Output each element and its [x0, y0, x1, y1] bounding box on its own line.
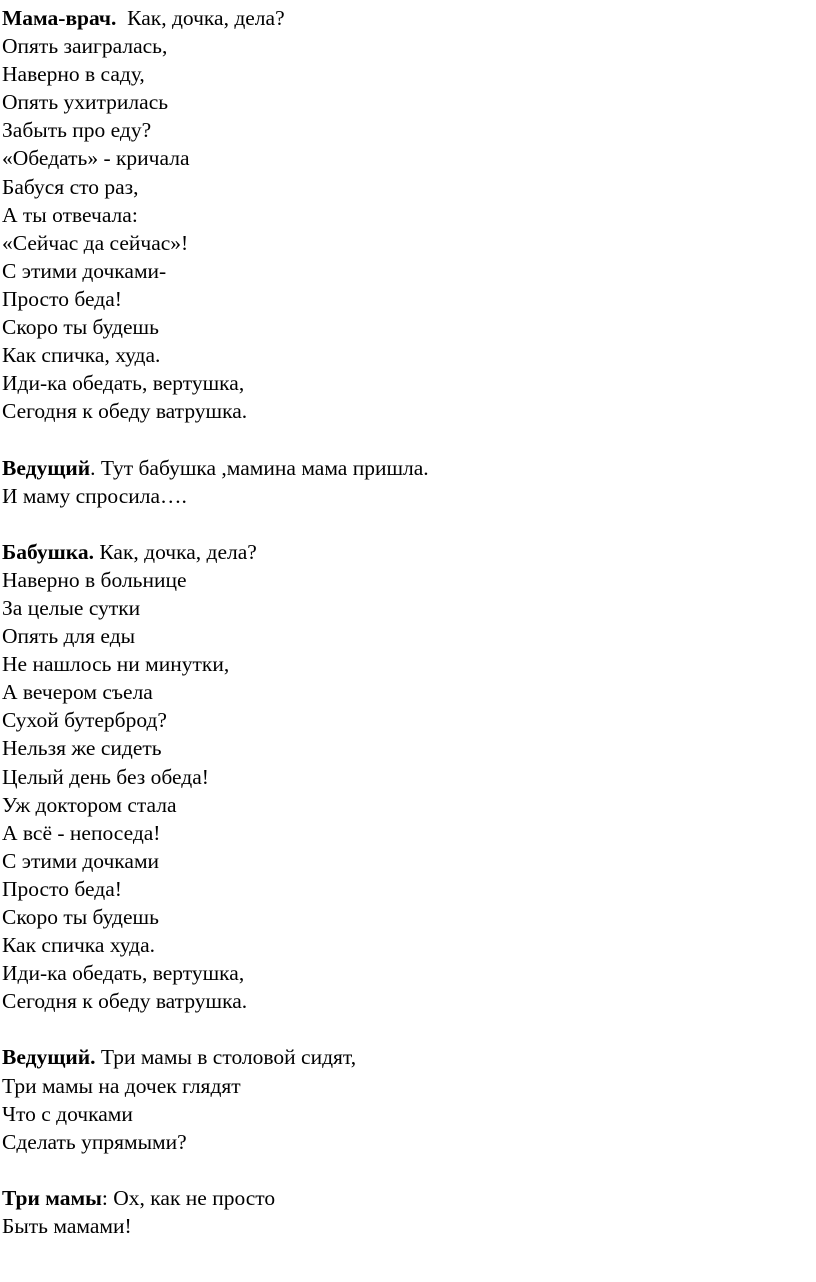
verse-line [2, 4, 802, 32]
speaker-name: Бабушка. [2, 539, 94, 564]
verse-line: А ты отвечала: [2, 202, 138, 227]
verse-block-vedushchiy-2 [2, 1043, 802, 1155]
block-spacer [2, 1015, 802, 1043]
verse-line: «Сейчас да сейчас»! [2, 230, 189, 255]
verse-line: Сегодня к обеду ватрушка. [2, 989, 248, 1014]
verse-line: Сухой бутерброд? [2, 708, 167, 733]
verse-line: Сегодня к обеду ватрушка. [2, 399, 248, 424]
speaker-name: Ведущий [2, 455, 91, 480]
verse-line: Нельзя же сидеть [2, 736, 162, 761]
verse-line: Иди-ка обедать, вертушка, [2, 371, 245, 396]
verse-line: С этими дочками- [2, 258, 167, 283]
verse-line: Скоро ты будешь [2, 905, 159, 929]
verse-line: Уж доктором стала [2, 792, 177, 817]
verse-block-vedushchiy-1 [2, 454, 802, 510]
verse-line: Забыть про еду? [2, 118, 152, 143]
speaker-line-text: Как, дочка, дела? [93, 539, 257, 564]
verse-line: Целый день без обеда! [2, 764, 209, 789]
verse-block-tri-mamy [2, 1184, 802, 1240]
verse-line: С этими дочками [2, 848, 160, 873]
block-spacer [2, 510, 802, 538]
speaker-name: Три мамы [2, 1185, 102, 1210]
verse-block-mama-vrach [2, 4, 802, 425]
verse-line [2, 454, 802, 482]
speaker-name: Мама-врач. [2, 6, 117, 30]
verse-line: За целые сутки [2, 595, 141, 620]
speaker-name: Ведущий. [2, 1045, 96, 1070]
verse-line: Наверно в больнице [2, 567, 187, 592]
verse-line: А вечером съела [2, 680, 153, 705]
verse-line: Скоро ты будешь [2, 315, 159, 340]
verse-line: Как спичка худа. [2, 933, 156, 958]
verse-line: А всё - непоседа! [2, 820, 161, 845]
verse-line: Не нашлось ни минутки, [2, 652, 230, 677]
speaker-line-text: Как, дочка, дела? [116, 6, 285, 30]
speaker-line-text: : Ох, как не просто [101, 1185, 276, 1210]
verse-line: Что с дочками [2, 1101, 133, 1126]
verse-line: Опять ухитрилась [2, 90, 169, 115]
verse-block-babushka [2, 538, 802, 1016]
verse-line [2, 1043, 802, 1071]
verse-line: Три мамы на дочек глядят [2, 1073, 241, 1098]
verse-line [2, 538, 802, 566]
block-spacer [2, 1156, 802, 1184]
verse-line: Наверно в саду, [2, 62, 145, 87]
verse-line: «Обедать» - кричала [2, 146, 190, 171]
speaker-line-text: . Тут бабушка ,мамина мама пришла. [90, 455, 429, 480]
verse-line: Как спичка, худа. [2, 343, 161, 368]
block-spacer [2, 425, 802, 453]
document-page [2, 4, 802, 1240]
verse-line: Сделать упрямыми? [2, 1129, 187, 1154]
verse-line [2, 1184, 802, 1212]
verse-line: Опять заигралась, [2, 34, 168, 59]
speaker-line-text: Три мамы в столовой сидят, [95, 1045, 357, 1070]
verse-line: Опять для еды [2, 624, 136, 649]
verse-line: Иди-ка обедать, вертушка, [2, 961, 245, 986]
verse-line: Бабуся сто раз, [2, 174, 139, 199]
verse-line: Быть мамами! [2, 1214, 132, 1239]
verse-line: Просто беда! [2, 876, 122, 901]
verse-line: И маму спросила…. [2, 483, 187, 508]
verse-line: Просто беда! [2, 286, 122, 311]
